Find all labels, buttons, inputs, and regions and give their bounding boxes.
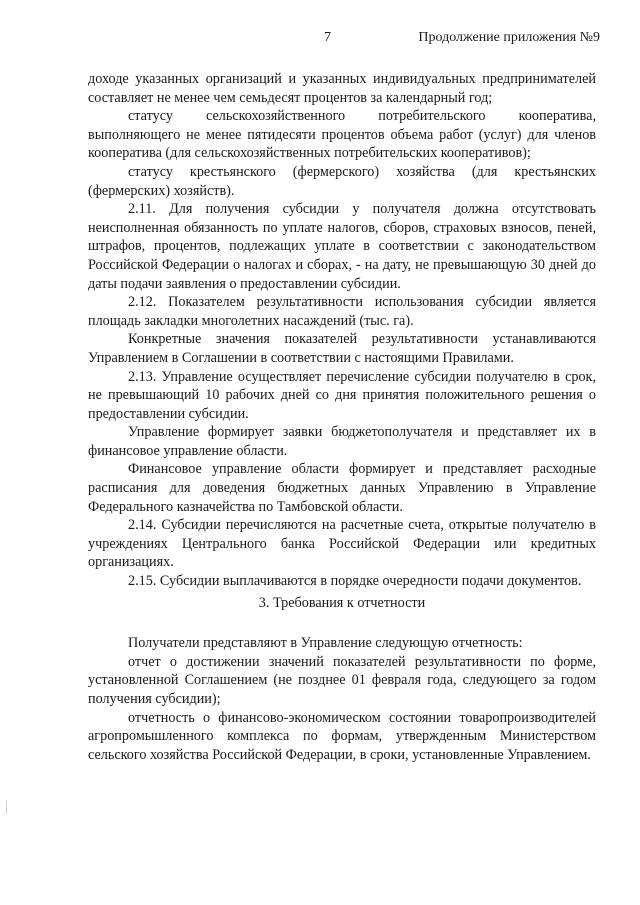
paragraph-2-15: 2.15. Субсидии выплачиваются в порядке очередности подачи документов. [128,573,582,590]
page-header [0,30,640,50]
section-heading-reporting: 3. Требования к отчетности [258,594,426,611]
paragraph-2-13: 2.13. Управление осуществляет перечисление субсидии получателю в срок, не превышающий 10 рабочих дней со дня принятия положительного решения о предоставлении субсидии. [88,368,596,422]
paragraph-performance-report: отчет о достижении значений показателей результативности по форме, установленной Соглашением (не позднее 01 февраля года, следующего за годом получения субсидии); [88,653,596,707]
page-number: 7 [324,30,331,45]
paragraph-2-11: 2.11. Для получения субсидии у получателя должна отсутствовать неисполненная обязанность по уплате налогов, сборов, страховых взносов, пеней, штрафов, процентов, подлежащих уплате в соответствии с законодательством Российской Федерации о налогах и сборах, - на дату, не превышающую 30 дней до даты подачи заявления о предоставлении субсидии. [88,201,596,292]
paragraph-budget-requests: Управление формирует заявки бюджетополучателя и представляет их в финансовое управление области. [88,424,596,459]
paragraph-reporting-intro: Получатели представляют в Управление следующую отчетность: [128,635,523,652]
scan-margin-mark [6,800,7,814]
paragraph-continued-income: доходе указанных организаций и указанных индивидуальных предпринимателей составляет не менее чем семьдесят процентов за календарный год; [88,71,596,106]
paragraph-farm-status: статусу крестьянского (фермерского) хозяйства (для крестьянских (фермерских) хозяйств). [88,163,596,199]
paragraph-2-14: 2.14. Субсидии перечисляются на расчетные счета, открытые получателю в учреждениях Центрального банка Российской Федерации или кредитных организациях. [88,517,596,571]
paragraph-indicator-values: Конкретные значения показателей результативности устанавливаются Управлением в Соглашении в соответствии с настоящими Правилами. [88,331,596,366]
paragraph-cooperative-status: статусу сельскохозяйственного потребительского кооператива, выполняющего не менее пятидесяти процентов объема работ (услуг) для членов кооператива (для сельскохозяйственных потребительских кооперативов); [88,108,596,162]
running-head: Продолжение приложения №9 [418,30,600,45]
paragraph-financial-report: отчетность о финансово-экономическом состоянии товаропроизводителей агропромышленного комплекса по формам, утвержденным Министерством сельского хозяйства Российской Федерации, в сроки, установленные Управлением. [88,709,596,763]
paragraph-financial-department: Финансовое управление области формирует и представляет расходные расписания для доведения бюджетных данных Управлению в Управление Федерального казначейства по Тамбовской области. [88,461,596,515]
document-body [88,70,596,764]
paragraph-2-12: 2.12. Показателем результативности использования субсидии является площадь закладки многолетних насаждений (тыс. га). [88,294,596,329]
